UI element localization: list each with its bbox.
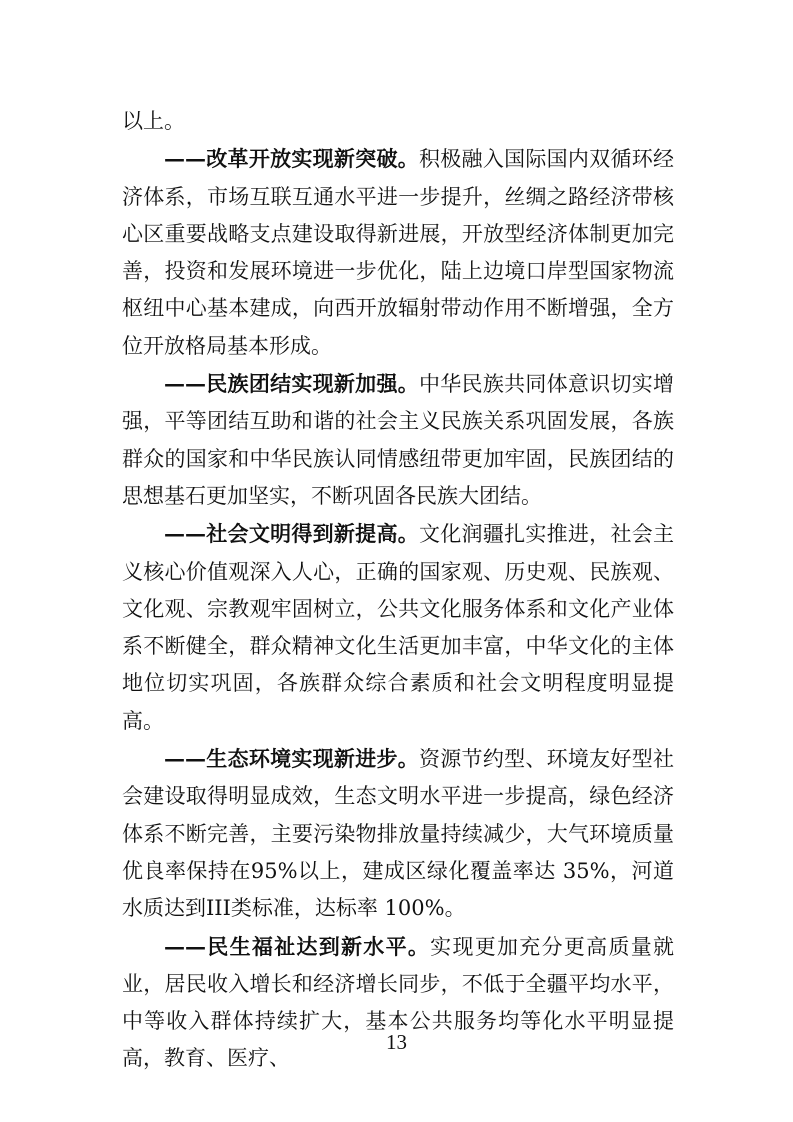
paragraph-reform-opening xyxy=(122,140,674,365)
paragraph-text: 以上。 xyxy=(122,109,185,133)
paragraph-heading: ——民族团结实现新加强。 xyxy=(164,371,419,397)
document-body xyxy=(122,103,674,1078)
paragraph-text: 文化润疆扎实推进，社会主义核心价值观深入人心，正确的国家观、历史观、民族观、文化观、宗教观牢固树立，公共文化服务体系和文化产业体系不断健全，群众精神文化生活更加丰富，中华文化的主体地位切实巩固，各族群众综合素质和社会文明程度明显提高。 xyxy=(122,522,674,733)
paragraph-text: 实现更加充分更高质量就业，居民收入增长和经济增长同步，不低于全疆平均水平，中等收入群体持续扩大，基本公共服务均等化水平明显提高，教育、医疗、 xyxy=(122,934,675,1071)
paragraph-heading: ——社会文明得到新提高。 xyxy=(164,521,419,547)
page-number: 13 xyxy=(386,1030,407,1054)
paragraph-ecological-environment xyxy=(122,740,674,927)
paragraph-heading: ——生态环境实现新进步。 xyxy=(164,746,419,772)
paragraph-ethnic-unity xyxy=(122,365,674,515)
paragraph-people-wellbeing xyxy=(122,928,674,1078)
paragraph-text: 中华民族共同体意识切实增强，平等团结互助和谐的社会主义民族关系巩固发展，各族群众的国家和中华民族认同情感纽带更加牢固，民族团结的思想基石更加坚实，不断巩固各民族大团结。 xyxy=(122,372,674,508)
paragraph-continuation xyxy=(122,103,674,140)
paragraph-text: 资源节约型、环境友好型社会建设取得明显成效，生态文明水平进一步提高，绿色经济体系不断完善，主要污染物排放量持续减少，大气环境质量优良率保持在95%以上，建成区绿化覆盖率达 35%，河道水质达到III类标准，达标率 100%。 xyxy=(122,747,674,921)
paragraph-social-civilization xyxy=(122,515,674,740)
paragraph-text: 积极融入国际国内双循环经济体系，市场互联互通水平进一步提升，丝绸之路经济带核心区重要战略支点建设取得新进展，开放型经济体制更加完善，投资和发展环境进一步优化，陆上边境口岸型国家物流枢纽中心基本建成，向西开放辐射带动作用不断增强，全方位开放格局基本形成。 xyxy=(122,147,674,358)
paragraph-heading: ——改革开放实现新突破。 xyxy=(164,146,419,172)
paragraph-heading: ——民生福祉达到新水平。 xyxy=(164,933,431,959)
